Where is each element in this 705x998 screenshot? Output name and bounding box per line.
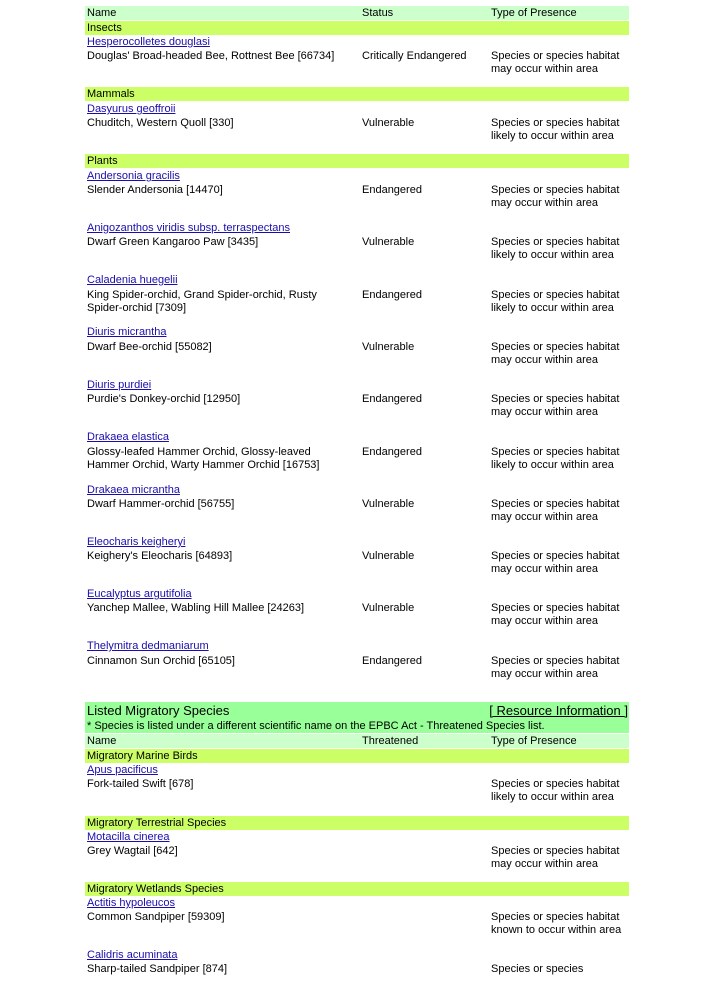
table-row [0,778,705,808]
status: Vulnerable [362,550,415,562]
presence: Species or species [491,963,584,975]
resource-information-link[interactable]: [ Resource Information ] [489,703,628,718]
common-name: King Spider-orchid, Grand Spider-orchid, Rusty Spider-orchid [7309] [87,289,317,314]
status: Endangered [362,655,422,667]
presence: Species or species habitat may occur within area [491,845,620,870]
presence: Species or species habitat may occur within area [491,341,620,366]
common-name: Cinnamon Sun Orchid [65105] [87,655,235,667]
species-link[interactable]: Actitis hypoleucos [87,897,176,909]
common-name: Yanchep Mallee, Wabling Hill Mallee [24263] [87,602,305,614]
header-name: Name [87,7,117,19]
status: Vulnerable [362,602,415,614]
presence: Species or species habitat may occur within area [491,550,620,575]
table-row [0,117,705,147]
header-name: Name [87,735,117,747]
table-row [0,393,705,423]
presence: Species or species habitat known to occur within area [491,911,622,936]
presence: Species or species habitat may occur within area [491,655,620,680]
presence: Species or species habitat likely to occur within area [491,778,620,803]
status: Vulnerable [362,498,415,510]
common-name: Grey Wagtail [642] [87,845,178,857]
presence: Species or species habitat may occur within area [491,393,620,418]
header-type: Type of Presence [491,7,577,19]
species-link[interactable]: Hesperocolletes douglasi [87,36,210,48]
presence: Species or species habitat may occur within area [491,498,620,523]
group-migratory-terrestrial: Migratory Terrestrial Species [85,816,629,830]
species-link[interactable]: Diuris purdiei [87,379,152,391]
presence: Species or species habitat may occur within area [491,184,620,209]
common-name: Keighery's Eleocharis [64893] [87,550,233,562]
common-name: Fork-tailed Swift [678] [87,778,194,790]
group-mammals: Mammals [85,87,629,101]
header-type: Type of Presence [491,735,577,747]
table-row [0,289,705,319]
table-row [0,911,705,941]
presence: Species or species habitat may occur within area [491,50,620,75]
species-link[interactable]: Andersonia gracilis [87,170,180,182]
table-row [0,498,705,528]
table-row [0,602,705,632]
common-name: Chuditch, Western Quoll [330] [87,117,234,129]
header-threatened: Threatened [362,735,419,747]
presence: Species or species habitat likely to occur within area [491,289,620,314]
table-row [0,550,705,580]
presence: Species or species habitat may occur within area [491,602,620,627]
table-row [0,963,705,993]
table-row [0,341,705,371]
table-row [0,845,705,875]
status: Endangered [362,289,422,301]
section-note: * Species is listed under a different scientific name on the EPBC Act - Threatened Species list. [85,719,629,733]
species-link[interactable]: Dasyurus geoffroii [87,103,176,115]
species-link[interactable]: Apus pacificus [87,764,158,776]
section-title: Listed Migratory Species [87,703,230,718]
section-title-migratory [85,702,629,719]
status: Endangered [362,184,422,196]
group-insects: Insects [85,21,629,35]
species-link[interactable]: Thelymitra dedmaniarum [87,640,209,652]
presence: Species or species habitat likely to occur within area [491,446,620,471]
species-link[interactable]: Eucalyptus argutifolia [87,588,192,600]
status: Vulnerable [362,236,415,248]
table-row [0,184,705,214]
group-plants: Plants [85,154,629,168]
species-link[interactable]: Eleocharis keigheryi [87,536,186,548]
species-link[interactable]: Caladenia huegelii [87,274,178,286]
group-migratory-marine-birds: Migratory Marine Birds [85,749,629,763]
group-migratory-wetlands: Migratory Wetlands Species [85,882,629,896]
species-link[interactable]: Calidris acuminata [87,949,178,961]
status: Critically Endangered [362,50,467,62]
common-name: Common Sandpiper [59309] [87,911,225,923]
table-row [0,446,705,476]
table-header [85,6,629,20]
common-name: Sharp-tailed Sandpiper [874] [87,963,228,975]
species-link[interactable]: Motacilla cinerea [87,831,170,843]
common-name: Slender Andersonia [14470] [87,184,223,196]
common-name: Purdie's Donkey-orchid [12950] [87,393,241,405]
common-name: Dwarf Bee-orchid [55082] [87,341,212,353]
status: Vulnerable [362,117,415,129]
header-status: Status [362,7,394,19]
common-name: Dwarf Hammer-orchid [56755] [87,498,235,510]
presence: Species or species habitat likely to occur within area [491,117,620,142]
species-link[interactable]: Diuris micrantha [87,326,167,338]
table-row [0,655,705,685]
table-row [0,50,705,80]
species-link[interactable]: Drakaea micrantha [87,484,180,496]
status: Vulnerable [362,341,415,353]
species-link[interactable]: Anigozanthos viridis subsp. terraspectans [87,222,290,234]
common-name: Dwarf Green Kangaroo Paw [3435] [87,236,259,248]
presence: Species or species habitat likely to occur within area [491,236,620,261]
common-name: Glossy-leafed Hammer Orchid, Glossy-leaved Hammer Orchid, Warty Hammer Orchid [16753] [87,446,320,471]
common-name: Douglas' Broad-headed Bee, Rottnest Bee [66734] [87,50,335,62]
status: Endangered [362,393,422,405]
species-link[interactable]: Drakaea elastica [87,431,169,443]
status: Endangered [362,446,422,458]
table-row [0,236,705,266]
table-header [85,734,629,748]
